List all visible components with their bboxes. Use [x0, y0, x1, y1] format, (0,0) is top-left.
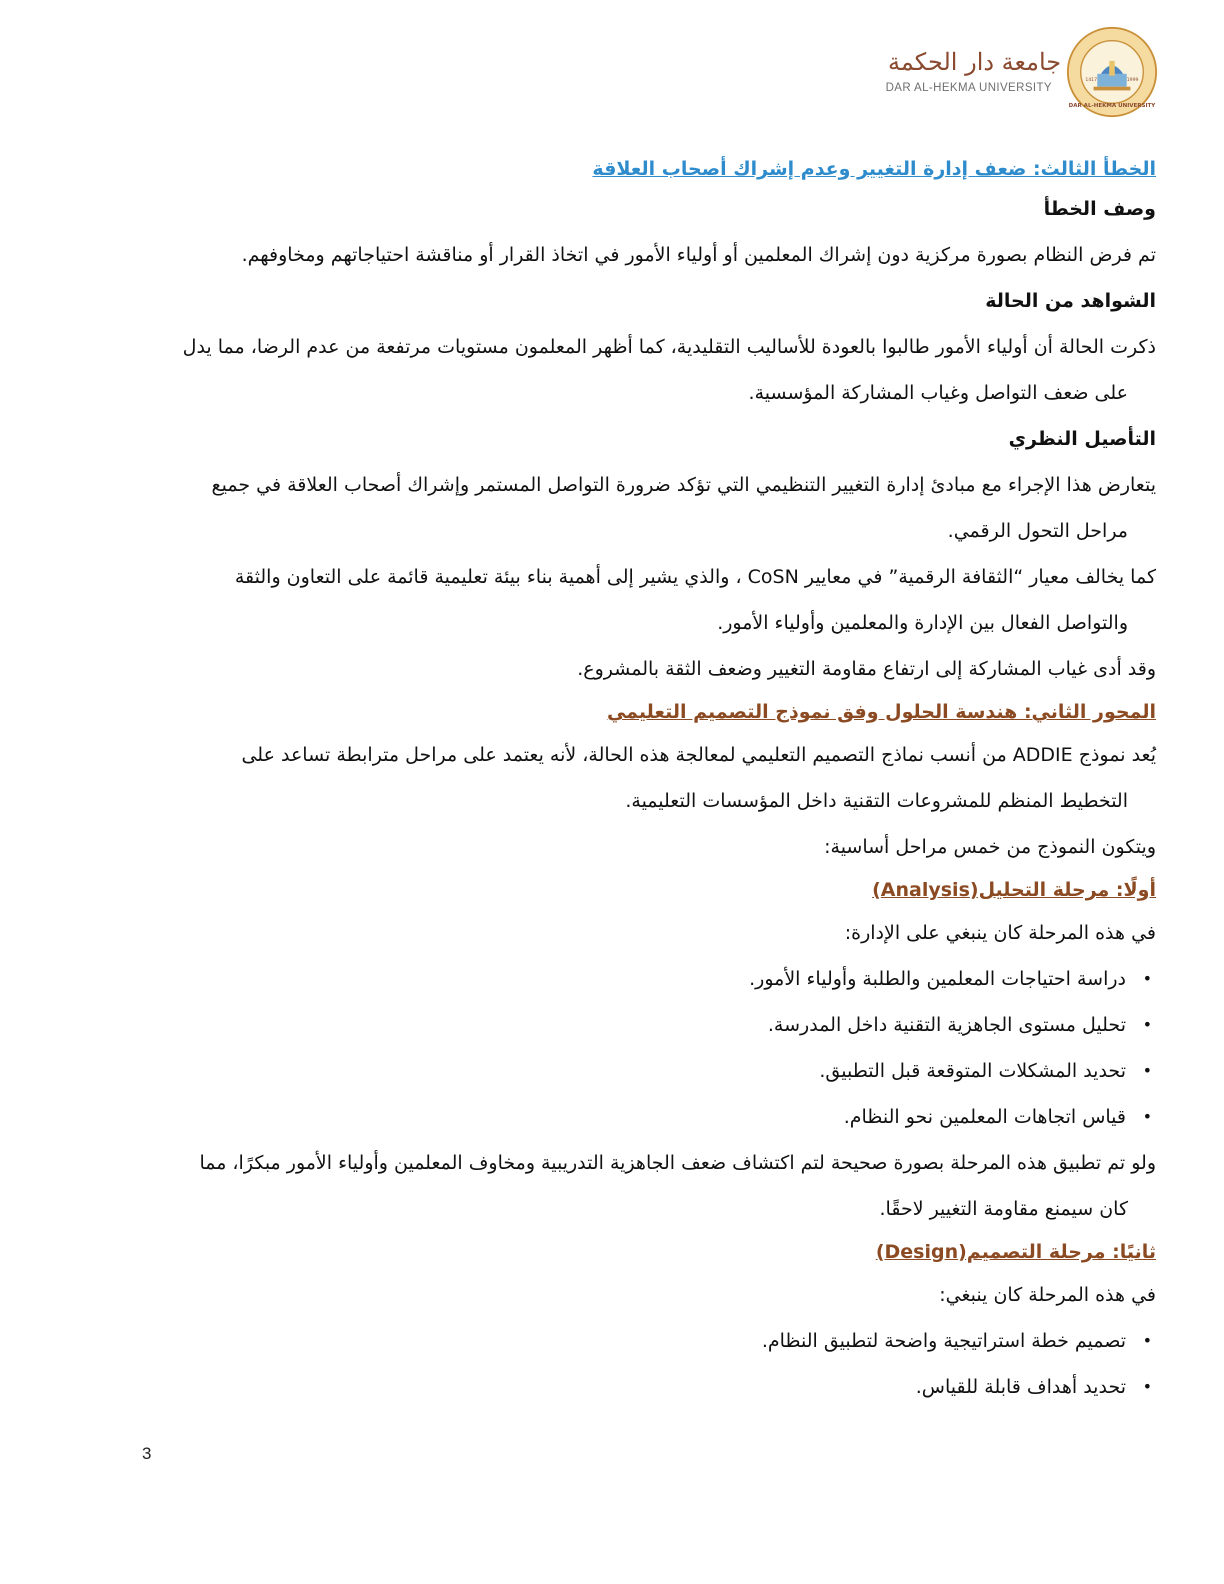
university-name-en: DAR AL-HEKMA UNIVERSITY: [885, 82, 1052, 94]
seal-text: DAR AL-HEKMA UNIVERSITY: [1068, 102, 1156, 109]
design-intro: في هذه المرحلة كان ينبغي:: [939, 1284, 1156, 1306]
analysis-phase-heading: أولًا: مرحلة التحليل(Analysis): [872, 879, 1156, 901]
evidence-line-1: ذكرت الحالة أن أولياء الأمور طالبوا بالعودة للأساليب التقليدية، كما أظهر المعلمون مستويات مرتفعة من عدم الرضا، مما يدل: [182, 336, 1156, 358]
theory-heading: التأصيل النظري: [1008, 428, 1156, 450]
list-item: • تحليل مستوى الجاهزية التقنية داخل المدرسة.: [60, 1002, 1156, 1048]
theory-paragraph-3: وقد أدى غياب المشاركة إلى ارتفاع مقاومة التغيير وضعف الثقة بالمشروع.: [577, 658, 1156, 680]
analysis-intro: في هذه المرحلة كان ينبغي على الإدارة:: [844, 922, 1156, 944]
addie-intro-line-2: التخطيط المنظم للمشروعات التقنية داخل المؤسسات التعليمية.: [625, 790, 1128, 812]
analysis-outcome-line-2: كان سيمنع مقاومة التغيير لاحقًا.: [879, 1198, 1128, 1220]
page-header: [885, 26, 1158, 122]
theory-p2-line-1: كما يخالف معيار “الثقافة الرقمية” في معايير CoSN ، والذي يشير إلى أهمية بناء بيئة تعليمية قائمة على التعاون والثقة: [234, 566, 1156, 588]
theory-p2-line-2: والتواصل الفعال بين الإدارة والمعلمين وأولياء الأمور.: [717, 612, 1128, 634]
seal-year-left: 1417: [1085, 78, 1098, 84]
analysis-outcome-line-1: ولو تم تطبيق هذه المرحلة بصورة صحيحة لتم اكتشاف ضعف الجاهزية التدريبية ومخاوف المعلمين وأولياء الأمور مبكرًا، مما: [199, 1152, 1156, 1174]
page-number: 3: [142, 1444, 152, 1463]
seal-year-right: 1999: [1126, 78, 1139, 84]
theory-paragraph-2: [60, 554, 1156, 646]
list-item: • تحديد المشكلات المتوقعة قبل التطبيق.: [60, 1048, 1156, 1094]
design-list: [60, 1318, 1156, 1410]
list-item: • تصميم خطة استراتيجية واضحة لتطبيق النظام.: [60, 1318, 1156, 1364]
evidence-paragraph: [60, 324, 1156, 416]
design-phase-heading: ثانيًا: مرحلة التصميم(Design): [875, 1241, 1156, 1263]
evidence-heading: الشواهد من الحالة: [985, 290, 1156, 312]
theory-paragraph-1: [60, 462, 1156, 554]
list-item: • تحديد أهداف قابلة للقياس.: [60, 1364, 1156, 1410]
section-heading-third-error: الخطأ الثالث: ضعف إدارة التغيير وعدم إشراك أصحاب العلاقة: [592, 158, 1156, 180]
theory-p1-line-2: مراحل التحول الرقمي.: [947, 520, 1128, 542]
theory-p1-line-1: يتعارض هذا الإجراء مع مبادئ إدارة التغيير التنظيمي التي تؤكد ضرورة التواصل المستمر وإشراك أصحاب العلاقة في جميع: [211, 474, 1156, 496]
list-item: • قياس اتجاهات المعلمين نحو النظام.: [60, 1094, 1156, 1140]
document-body: [60, 148, 1156, 1410]
analysis-outcome-paragraph: [60, 1140, 1156, 1232]
addie-intro-paragraph: [60, 732, 1156, 824]
addie-intro-line-1: يُعد نموذج ADDIE من أنسب نماذج التصميم التعليمي لمعالجة هذه الحالة، لأنه يعتمد على مراحل مترابطة تساعد على: [241, 744, 1156, 766]
university-name-ar: جامعة دار الحكمة: [888, 48, 1062, 76]
analysis-list: [60, 956, 1156, 1140]
section-heading-second-axis: المحور الثاني: هندسة الحلول وفق نموذج التصميم التعليمي: [606, 701, 1156, 723]
university-seal-logo: [1066, 26, 1158, 118]
error-description-text: تم فرض النظام بصورة مركزية دون إشراك المعلمين أو أولياء الأمور في اتخاذ القرار أو مناقشة احتياجاتهم ومخاوفهم.: [241, 244, 1156, 266]
phases-intro: ويتكون النموذج من خمس مراحل أساسية:: [824, 836, 1156, 858]
error-description-heading: وصف الخطأ: [1043, 198, 1156, 220]
list-item: • دراسة احتياجات المعلمين والطلبة وأولياء الأمور.: [60, 956, 1156, 1002]
evidence-line-2: على ضعف التواصل وغياب المشاركة المؤسسية.: [748, 382, 1128, 404]
